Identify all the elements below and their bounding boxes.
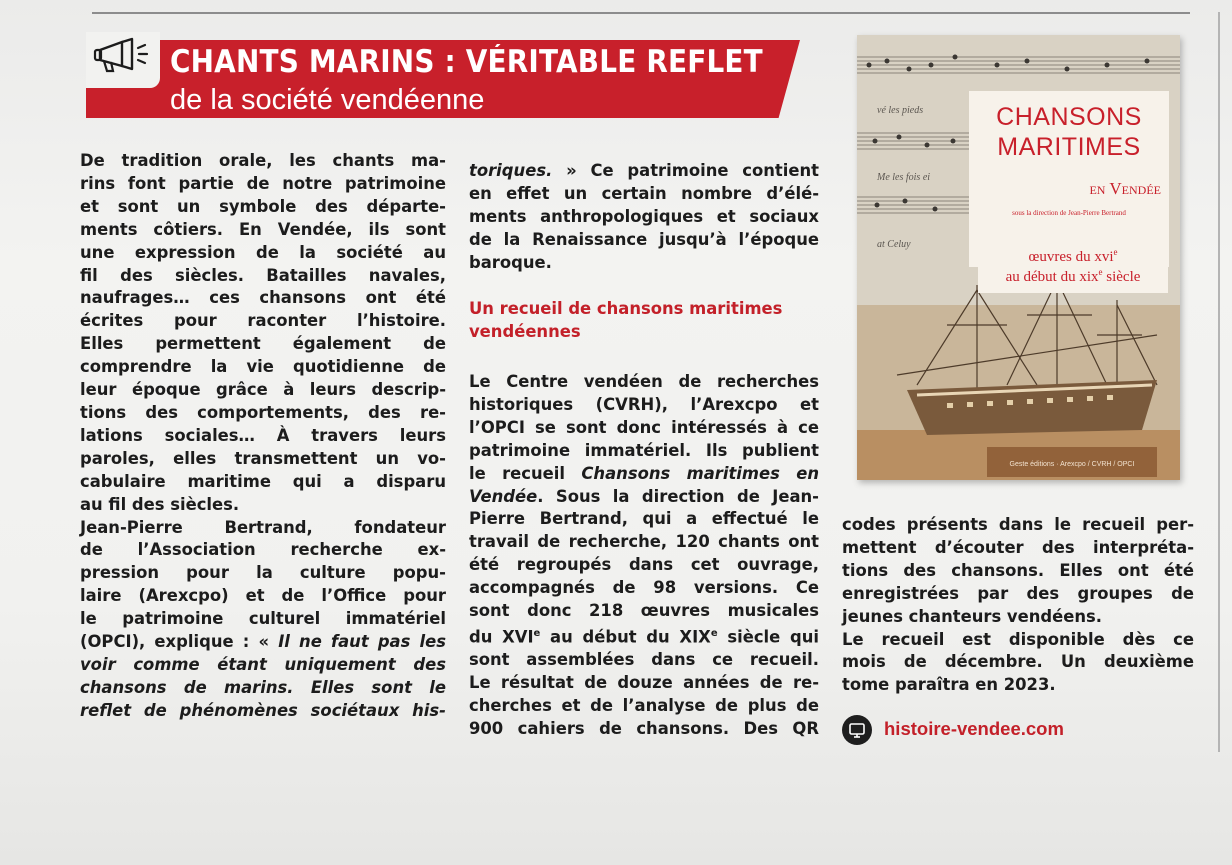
text-line: une expression de la société au <box>80 242 446 262</box>
svg-text:vé les pieds: vé les pieds <box>877 105 924 116</box>
text-line: de l’Association recherche ex- <box>80 540 446 560</box>
text-line: mettent d’écouter des interpréta- <box>842 537 1194 557</box>
cover-subtitle-line <box>978 267 1168 286</box>
headline-title: CHANTS MARINS : VÉRITABLE REFLET <box>170 44 763 80</box>
text-line: laire (Arexcpo) et de l’Office pour <box>80 586 446 606</box>
quote-segment: Il ne faut pas les <box>278 632 446 652</box>
subheading-line: vendéennes <box>469 321 581 341</box>
text-line <box>469 463 819 486</box>
text-line: codes présents dans le recueil per- <box>842 515 1194 534</box>
text-line: mois de décembre. Un deuxième <box>842 652 1194 672</box>
text-line <box>469 623 819 649</box>
globe-icon <box>847 720 867 740</box>
text-line: Jean-Pierre Bertrand, fondateur <box>80 517 446 537</box>
text-line: au fil des siècles. <box>80 494 240 514</box>
headline-subtitle: de la société vendéenne <box>170 84 485 116</box>
text-line: été regroupés dans cet ouvrage, <box>469 555 819 575</box>
quote-line: chansons de marins. Elles sont le <box>80 677 446 697</box>
text-line: Elles permettent également de <box>80 334 446 354</box>
subheading-line: Un recueil de chansons maritimes <box>469 299 783 318</box>
text-segment: . Sous la direction de Jean- <box>537 486 819 506</box>
superscript: e <box>1098 267 1103 277</box>
text-line: cabulaire maritime qui a disparu <box>80 471 446 491</box>
text-line: sont donc 218 œuvres musicales <box>469 601 819 621</box>
text-line: jeunes chanteurs vendéens. <box>842 606 1103 626</box>
quote-line: voir comme étant uniquement des <box>80 654 446 674</box>
text-line: De tradition orale, les chants ma- <box>80 151 446 170</box>
svg-text:Me les fois ei: Me les fois ei <box>877 172 931 183</box>
text-line: l’OPCI se sont donc intéressés à ce <box>469 417 819 437</box>
text-line: tome paraîtra en 2023. <box>842 675 1056 695</box>
cover-subtitle-band <box>978 235 1168 293</box>
text-line: ments anthropologiques et sociaux <box>469 206 819 226</box>
cover-subtitle-text: siècle <box>1102 269 1141 285</box>
text-line: Le résultat de douze années de re- <box>469 673 819 693</box>
text-segment: (OPCI), explique : « <box>80 632 279 652</box>
book-title-segment: Chansons maritimes en <box>581 463 819 483</box>
cover-title-line: CHANSONS <box>996 103 1142 131</box>
text-line: cherches et de l’analyse de plus de <box>469 696 819 716</box>
text-segment: au début du XIX <box>540 627 711 647</box>
text-line: fil des siècles. Batailles navales, <box>80 265 446 285</box>
text-line <box>469 160 819 183</box>
text-line <box>469 486 819 509</box>
text-line: pression pour la culture popu- <box>80 563 446 583</box>
text-line: patrimoine immatériel. Ils publient <box>469 440 819 460</box>
quote-segment: toriques. <box>469 161 553 180</box>
article-column-1 <box>80 150 446 723</box>
text-segment: le recueil <box>469 463 582 483</box>
text-line: Pierre Bertrand, qui a effectué le <box>469 509 819 529</box>
text-line: comprendre la vie quotidienne de <box>80 357 446 377</box>
cover-title-line: MARITIMES <box>997 133 1141 161</box>
megaphone-icon <box>92 34 152 76</box>
text-line: Le Centre vendéen de recherches <box>469 372 819 391</box>
cover-editor: sous la direction de Jean-Pierre Bertrand <box>1012 209 1126 217</box>
text-line: tions des chansons. Elles ont été <box>842 560 1194 580</box>
article-column-2 <box>469 160 819 275</box>
web-globe-icon <box>842 715 872 745</box>
text-line: naufrages… ces chansons ont été <box>80 288 446 308</box>
text-line: leur époque grâce à leurs descrip- <box>80 380 446 400</box>
text-line: écrites pour raconter l’histoire. <box>80 311 446 331</box>
cover-subtitle-line <box>978 247 1168 266</box>
text-line: baroque. <box>469 252 552 272</box>
article-column-3 <box>842 514 1194 697</box>
superscript: e <box>533 627 541 639</box>
book-title-segment: Vendée <box>469 486 538 506</box>
text-line: historiques (CVRH), l’Arexcpo et <box>469 394 819 414</box>
book-cover <box>857 35 1180 480</box>
svg-text:at Celuy: at Celuy <box>877 239 911 250</box>
quote-line: reflet de phénomènes sociétaux his- <box>80 700 446 720</box>
text-line: en effet un certain nombre d’élé- <box>469 183 819 203</box>
article-column-2-continued <box>469 371 819 741</box>
text-line: de la Renaissance jusqu’à l’époque <box>469 229 819 249</box>
website-link[interactable]: histoire-vendee.com <box>884 718 1064 739</box>
page-edge-rule <box>1218 12 1220 752</box>
cover-publishers: Geste éditions · Arexcpo / CVRH / OPCI <box>1009 461 1135 468</box>
text-line: enregistrées par des groupes de <box>842 583 1194 603</box>
text-line: accompagnés de 98 versions. Ce <box>469 578 819 598</box>
text-segment: du XVI <box>469 627 534 647</box>
text-line: travail de recherche, 120 chants ont <box>469 532 819 552</box>
cover-subtitle-text: œuvres du xvi <box>1028 249 1114 265</box>
text-line: ments côtiers. En Vendée, ils sont <box>80 219 446 239</box>
text-line: le patrimoine culturel immatériel <box>80 609 446 629</box>
text-line: sont assemblées dans ce recueil. <box>469 650 819 670</box>
text-line: tions des comportements, des re- <box>80 402 446 422</box>
cover-subtitle-text: au début du xix <box>1005 269 1099 285</box>
text-line: 900 cahiers de chansons. Des QR <box>469 719 819 739</box>
text-line: et sont un symbole des départe- <box>80 196 446 216</box>
text-segment: » Ce patrimoine contient <box>552 161 819 180</box>
text-line <box>80 631 446 654</box>
cover-title-line: en Vendée <box>1089 179 1161 198</box>
text-segment: siècle qui <box>717 627 820 647</box>
text-line: paroles, elles transmettent un vo- <box>80 448 446 468</box>
top-rule <box>92 12 1190 14</box>
superscript: e <box>710 627 718 639</box>
section-subheading <box>469 298 819 344</box>
superscript: e <box>1113 247 1118 257</box>
text-line: lations sociales… À travers leurs <box>80 425 446 445</box>
text-line: Le recueil est disponible dès ce <box>842 629 1194 649</box>
text-line: rins font partie de notre patrimoine <box>80 173 446 193</box>
